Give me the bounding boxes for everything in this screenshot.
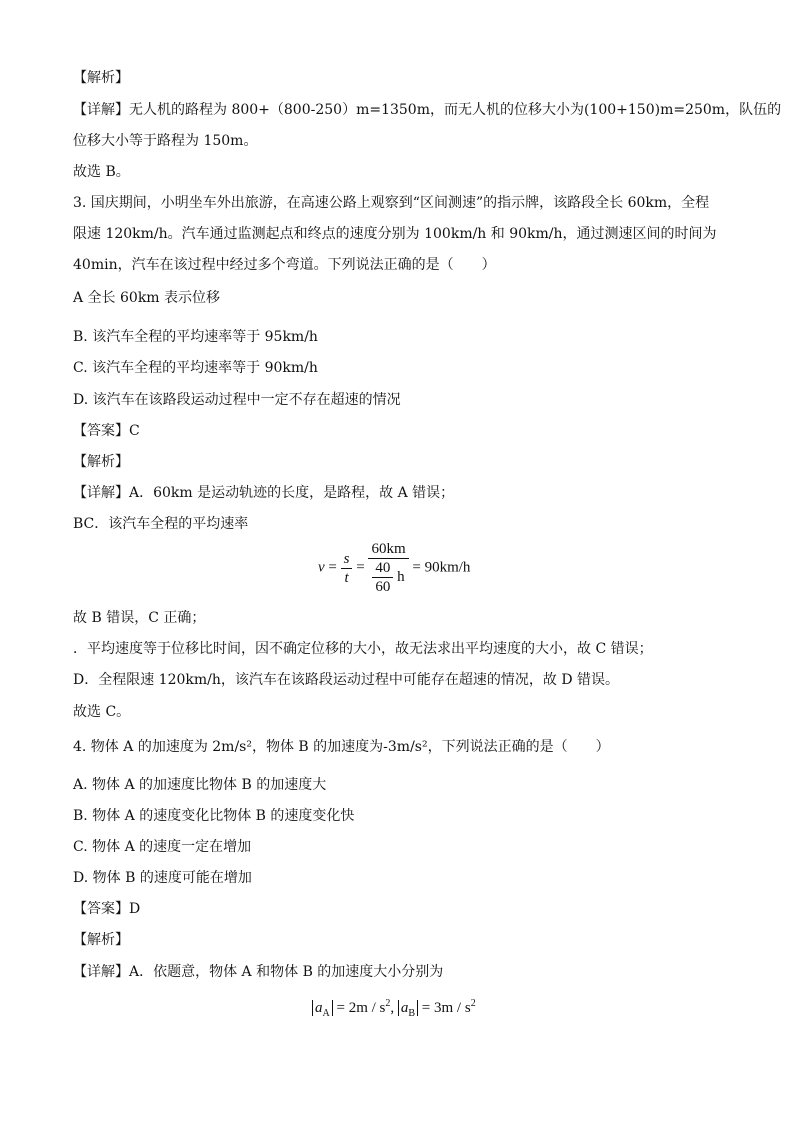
- formula2-sub-B: B: [408, 1008, 416, 1019]
- text-line: 【详解】无人机的路程为 800+（800-250）m=1350m，而无人机的位移大小为(100+150)m=250m，队伍的: [73, 102, 782, 118]
- text-line: 故选 C。: [73, 704, 131, 720]
- formula-60km: 60km: [368, 540, 408, 559]
- abs-a-A: [312, 1000, 333, 1019]
- formula-eq: =: [328, 559, 337, 576]
- text-line: BC．该汽车全程的平均速率: [73, 516, 249, 532]
- formula-t: t: [344, 569, 349, 586]
- text-line: 故选 B。: [73, 164, 130, 180]
- text-line: D. 物体 B 的速度可能在增加: [73, 870, 252, 886]
- text-line: A. 物体 A 的加速度比物体 B 的加速度大: [73, 777, 327, 793]
- text-line: C. 物体 A 的速度一定在增加: [73, 839, 252, 855]
- text-line: B. 该汽车全程的平均速率等于 95km/h: [73, 329, 318, 345]
- text-line: 故 B 错误，C 正确；: [73, 610, 206, 626]
- text-line: 【详解】A．依题意，物体 A 和物体 B 的加速度大小分别为: [73, 964, 444, 980]
- formula-h: h: [397, 568, 405, 585]
- formula2-a: a: [315, 1000, 323, 1016]
- text-line: ．平均速度等于位移比时间，因不确定位移的大小，故无法求出平均速度的大小，故 C 错误；: [73, 641, 653, 657]
- text-line: 【解析】: [73, 932, 129, 948]
- formula2-b: a: [400, 1000, 409, 1016]
- formula-time: [368, 559, 408, 596]
- text-line: 4. 物体 A 的加速度为 2m/s²，物体 B 的加速度为-3m/s²，下列说法正确的是（ ）: [73, 739, 610, 755]
- text-line: 【解析】: [73, 454, 129, 470]
- text-line: D．全程限速 120km/h，该汽车在该路段运动过程中可能存在超速的情况，故 D 错误。: [73, 672, 620, 688]
- formula-60: 60: [375, 579, 391, 595]
- formula-eq2: =: [356, 559, 365, 576]
- formula-frac-value: [368, 540, 408, 596]
- formula2-val-b: = 3m / s: [421, 1000, 471, 1016]
- formula-s: s: [341, 550, 353, 569]
- text-line: 【答案】C: [73, 423, 140, 439]
- formula-result: = 90km/h: [412, 559, 471, 576]
- text-line: A 全长 60km 表示位移: [73, 290, 221, 306]
- text-line: 限速 120km/h。汽车通过监测起点和终点的速度分别为 100km/h 和 90km/h，通过测速区间的时间为: [73, 226, 717, 242]
- formula-frac-40-60: [372, 559, 393, 596]
- text-line: 【答案】D: [73, 901, 141, 917]
- text-line: 【解析】: [73, 70, 129, 86]
- acceleration-formula: [312, 998, 476, 1019]
- text-line: C. 该汽车全程的平均速率等于 90km/h: [73, 360, 318, 376]
- text-line: 40min，汽车在该过程中经过多个弯道。下列说法正确的是（ ）: [73, 257, 496, 273]
- average-speed-formula: [318, 540, 470, 596]
- formula2-val-a: = 2m / s: [336, 1000, 386, 1016]
- text-line: B. 物体 A 的速度变化比物体 B 的速度变化快: [73, 808, 355, 824]
- formula2-sup-b: 2: [470, 998, 476, 1009]
- formula-40: 40: [372, 559, 393, 578]
- formula2-comma: ,: [390, 1000, 395, 1016]
- text-line: 【详解】A．60km 是运动轨迹的长度，是路程，故 A 错误；: [73, 485, 455, 501]
- formula-v: v: [318, 559, 325, 576]
- text-line: 3. 国庆期间，小明坐车外出旅游，在高速公路上观察到“区间测速”的指示牌，该路段全长 60km，全程: [73, 195, 710, 211]
- text-line: D. 该汽车在该路段运动过程中一定不存在超速的情况: [73, 392, 401, 408]
- formula-frac-s-t: [341, 550, 353, 587]
- text-line: 位移大小等于路程为 150m。: [73, 133, 258, 149]
- formula2-sub-A: A: [322, 1008, 330, 1019]
- formula2-sup-a: 2: [385, 998, 391, 1009]
- abs-a-B: [398, 1000, 418, 1019]
